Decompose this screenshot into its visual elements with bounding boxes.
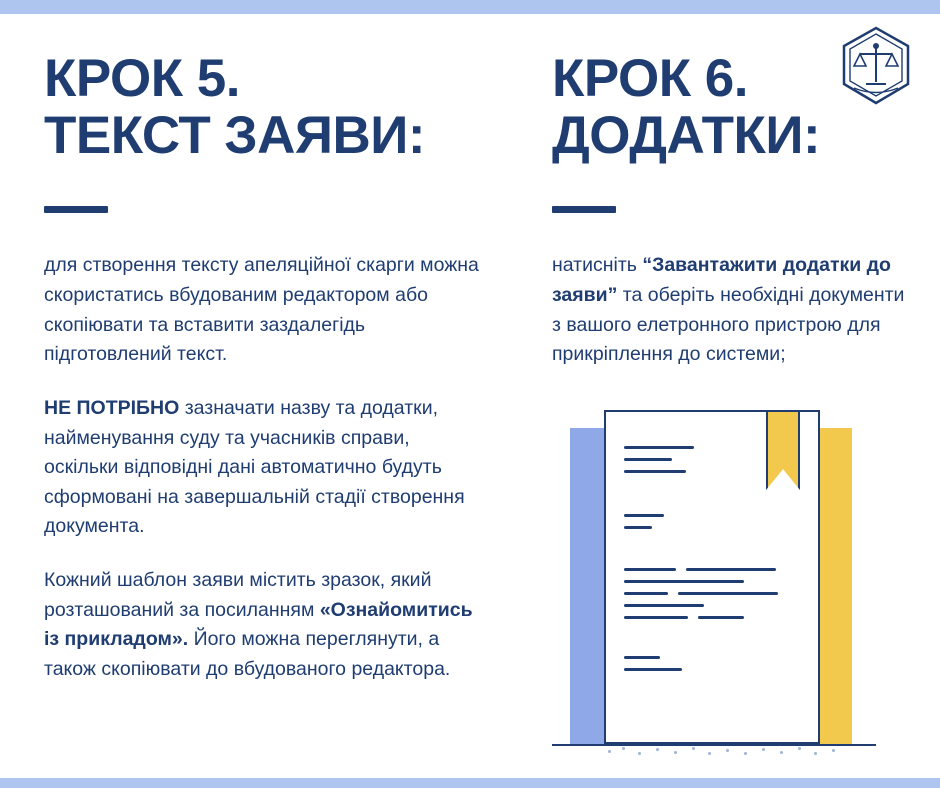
text-segment: та оберіть необхідні документи з вашого елетронного пристрою для прикріплення до системи; xyxy=(552,284,905,366)
step-5-divider xyxy=(44,206,108,213)
text-segment: для створення тексту апеляційної скарги можна скористатись вбудованим редактором або скопіювати та вставити заздалегідь підготовлений текст. xyxy=(44,254,479,366)
text-segment: зазначати назву та додатки, найменування суду та учасників справи, оскільки відповідні дані автоматично будуть сформовані на завершальній стадії створення документа. xyxy=(44,396,465,538)
step-6-title xyxy=(552,50,910,164)
top-accent-bar xyxy=(0,0,940,14)
text-segment-bold: «Ознайомитись із прикладом». xyxy=(44,598,473,651)
step-5-title xyxy=(44,50,480,164)
text-segment: Кожний шаблон заяви містить зразок, який розташований за посиланням xyxy=(44,569,432,621)
blue-page-stack xyxy=(570,428,608,744)
step-5-column xyxy=(0,14,510,778)
text-segment-bold: НЕ ПОТРІБНО xyxy=(44,396,185,419)
step-6-paragraph-1 xyxy=(552,251,910,370)
step-5-title-line1: КРОК 5. xyxy=(44,49,241,108)
step-5-title-line2: ТЕКСТ ЗАЯВИ: xyxy=(44,106,426,166)
step-6-title-line2: ДОДАТКИ: xyxy=(552,106,821,166)
slide-columns xyxy=(0,14,940,778)
text-segment: Його можна переглянути, а також скопіювати до вбудованого редактора. xyxy=(44,628,451,680)
step-6-divider xyxy=(552,206,616,213)
document-with-bookmark-illustration xyxy=(552,394,882,744)
text-segment: натисніть xyxy=(552,254,643,277)
text-segment-bold: “Завантажити додатки до заяви” xyxy=(552,254,891,307)
step-6-column xyxy=(510,14,940,778)
step-6-title-line1: КРОК 6. xyxy=(552,49,749,108)
step-5-paragraph-1 xyxy=(44,251,480,370)
shadow-dots xyxy=(604,746,852,756)
step-5-paragraph-2 xyxy=(44,394,480,542)
step-5-paragraph-3 xyxy=(44,566,480,685)
bottom-accent-bar xyxy=(0,778,940,788)
